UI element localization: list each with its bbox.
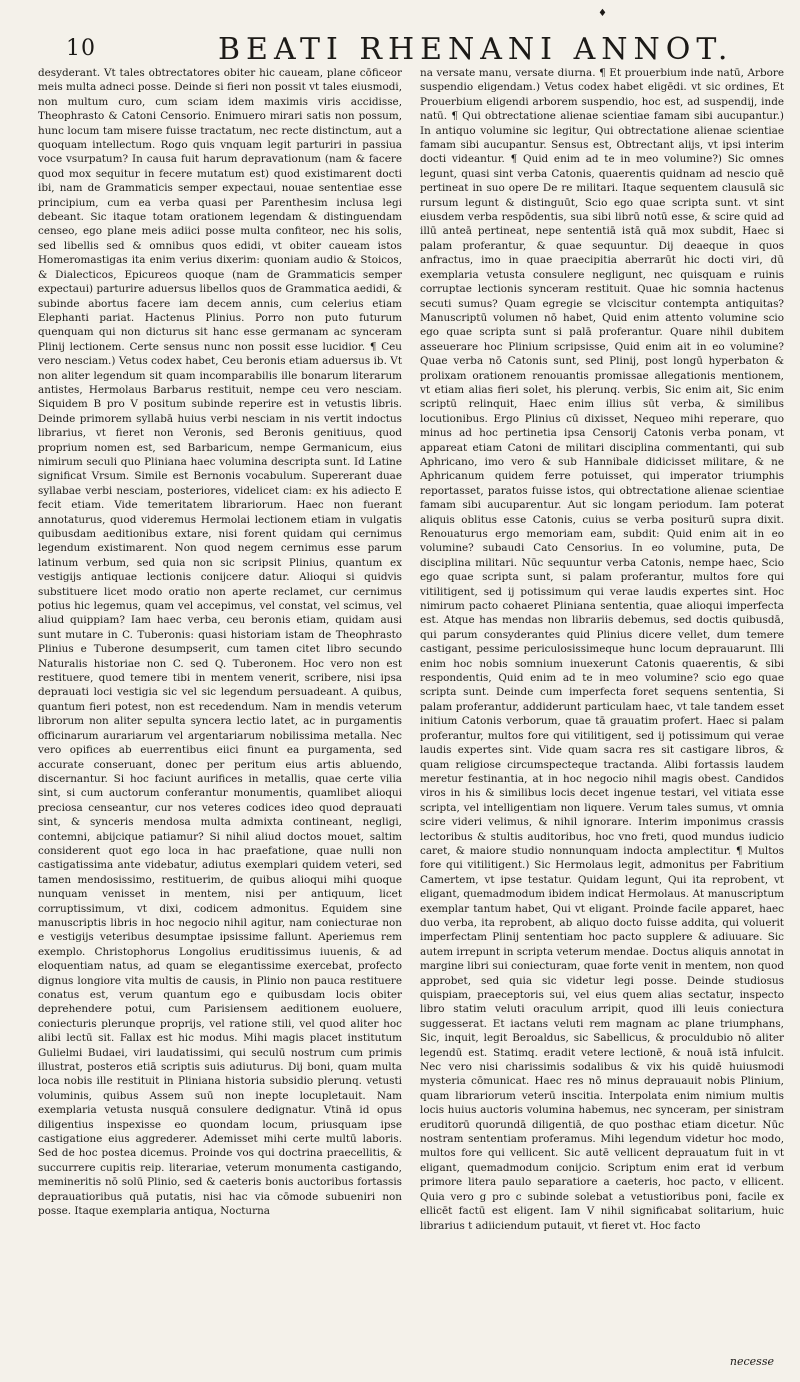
right-column-text: na versate manu, versate diurna. ¶ Et prouerbium inde natū, Arbore suspendio eligendam.) Vetus codex habet eligēdi. vt sic ordines, Et Prouerbium eligendi arborem suspendio, hoc est, ad suspendij, inde natū. ¶ Qui obtrectatione alienae scientiae famam sibi aucupantur.) In antiquo volumine sic legitur, Qui obtrectatione alienae scientiae famam sibi aucupantur. Sensus est, Obtrectant alijs, vt ipsi interim docti videantur. ¶ Quid enim ad te in meo volumine?) Sic omnes legunt, quasi sint verba Catonis, quaerentis quidnam ad nescio quē pertineat in suo opere De re militari. Itaque sequentem clausulā sic rursum legunt & distinguūt, Scio ego quae scripta sunt. vt sint eiusdem verba respōdentis, sua sibi librū notū esse, & scire quid ad illū anteā pertineat, nepe sententiā istā quā mox subdit, Haec si palam proferantur, & quae sequuntur. Dij deaeque in quos anfractus, imo in quae praecipitia aberrarūt hic docti viri, dū exemplaria vetusta consulere negligunt, nec quisquam e ruinis corruptae lectionis synceram restituit. Quae hic somnia hactenus secuti sumus? Quam egregie se vlciscitur contempta antiquitas? Manuscriptū volumen nō habet, Quid enim attento volumine scio ego quae scripta sunt si palā proferantur. Quare nihil dubitem asseuerare hoc Plinium scripsisse, Quid enim ait in eo volumine? Quae verba nō Catonis sunt, sed Plinij, post longū hyperbaton & prolixam orationem renouantis promissae allegationis mentionem, vt etiam alias fieri solet, his plerunq. verbis, Sic enim ait, Sic enim scriptū relinquit, Haec enim illius sūt verba, & similibus locutionibus. Ergo Plinius cū dixisset, Nequeo mihi reperare, quo minus ad hoc pertinetia ipsa Censorij Catonis verba ponam, vt appareat etiam Catoni de militari disciplina commentanti, qui sub Aphricano, imo vero & sub Hannibale didicisset militare, & ne Aphricanum quidem ferre potuisset, qui imperator triumphis reportasset, paratos fuisse istos, qui obtrectatione alienae scientiae famam sibi aucuparentur. Aut sic longam periodum. Iam poterat aliquis oblitus esse Catonis, cuius se verba positurū supra dixit. Renouaturus ergo memoriam eam, subdit: Quid enim ait in eo volumine? subaudi Cato Censorius. In eo volumine, puta, De disciplina militari. Nūc sequuntur verba Catonis, nempe haec, Scio ego quae scripta sunt, si palam proferantur, multos fore qui vitilitigent, sed ij potissimum qui verae laudis expertes sint. Hoc nimirum pacto cohaeret Pliniana sententia, quae alioqui imperfecta est. Atque has mendas non librariis debemus, sed doctis quibusdā, qui parum consyderantes quid Plinius dicere vellet, dum temere castigant, pessime periculosissimeque hunc locum deprauarunt. Illi enim hoc nobis somnium inuexerunt Catonis quaerentis, & sibi respondentis, Quid enim ad te in meo volumine? scio ego quae scripta sunt. Deinde cum imperfecta foret sequens sententia, Si palam proferantur, addiderunt particulam haec, vt tale tandem esset initium Catonis verborum, quae tā grauatim profert. Haec si palam proferantur, multos fore qui vitilitigent, sed ij potissimum qui verae laudis expertes sint. Vide quam sacra res sit castigare libros, & quam religiose circumspecteque tractanda. Alibi fortassis laudem meretur festinantia, at in hoc negocio nihil magis obest. Candidos viros in his & similibus locis decet ingenue testari, vel vitiata esse scripta, vel intelligentiam non liquere. Verum tales sumus, vt omnia scire videri velimus, & nihil ignorare. Interim imponimus crassis lectoribus & stultis auditoribus, hoc vno freti, quod mundus iudicio caret, & maiore studio nonnunquam indocta amplectitur. ¶ Multos fore qui vitilitigent.) Sic Hermolaus legit, admonitus per Fabritium Camertem, vt ipse testatur. Quidam legunt, Qui ita reprobent, vt eligant, quemadmodum ibidem indicat Hermolaus. At manuscriptum exemplar tantum habet, Qui vt eligant. Proinde facile apparet, haec duo verba, ita reprobent, ab aliquo docto fuisse addita, qui voluerit imperfectam Plinij sententiam hoc pacto supplere & adiuuare. Sic autem irrepunt in scripta veterum mendae. Doctus aliquis annotat in margine libri sui coniecturam, quae forte venit in mentem, non quod approbet, sed quia sic videtur legi posse. Deinde studiosus quispiam, praeceptoris sui, vel eius quem alias sectatur, inspecto libro statim veluti oraculum arripit, quod illi leuis coniectura suggesserat. Et iactans veluti rem magnam ac plane triumphans, Sic, inquit, legit Beroaldus, sic Sabellicus, & proculdubio nō aliter legendū est. Statimq. eradit vetere lectionē, & nouā istā infulcit. Nec vero nisi charissimis sodalibus & vix his quidē huiusmodi mysteria cōmunicat. Haec res nō minus deprauauit nobis Plinium, quam librariorum veterū inscitia. Interpolata enim nimium multis locis huius auctoris volumina habemus, nec synceram, per sinistram eruditorū quorundā diligentiā, de quo posthac etiam dicetur. Nūc nostram sententiam proferamus. Mihi legendum videtur hoc modo, multos fore qui vellicent. Sic autē vellicent deprauatum fuit in vt eligant, quemadmodum conijcio. Scriptum enim erat id verbum primore litera paulo separatiore a caeteris, hoc pacto, v ellicent. Quia vero g pro c subinde solebat a vetustioribus poni, facile ex ellicēt factū est eligent. Iam V nihil significabat solitarium, huic librarius t adiiciendum putauit, vt fieret vt. Hoc facto <box>420 67 784 1232</box>
running-head <box>38 8 784 67</box>
page-number: 10 <box>66 36 96 61</box>
catchword: necesse <box>729 1355 774 1368</box>
text-columns <box>38 66 784 1366</box>
left-column <box>38 66 402 1366</box>
right-column <box>420 66 784 1366</box>
ornament-mark: ♦ <box>598 8 607 19</box>
running-title: BEATI RHENANI ANNOT. <box>218 32 734 67</box>
left-column-text: desyderant. Vt tales obtrectatores obiter hic caueam, plane cōficeor meis multa adneci posse. Deinde si fieri non possit vt tales eiusmodi, non multum curo, cum sciam idem maximis viris accidisse, Theophrasto & Catoni Censorio. Enimuero mirari satis non possum, hunc locum tam misere fuisse tractatum, nec recte distinctum, aut a quoquam intellectum. Rogo quis vnquam legit parturiri in passiua voce vsurpatum? In causa fuit harum depravationum (nam & facere quod mox sequitur in fecere mutatum est) quod existimarent docti ibi, nam de Grammaticis semper expectaui, nouae sententiae esse principium, cum ea verba quasi per Parenthesim inclusa legi debeant. Sic itaque totam orationem legendam & distinguendam censeo, ego plane meis adiici posse multa confiteor, nec his solis, sed libellis sed & omnibus quos edidi, vt obiter caueam istos Homeromastigas ita enim verius dixerim: quoniam audio & Stoicos, & Dialecticos, Epicureos quoque (nam de Grammaticis semper expectaui) parturire aduersus libellos quos de Grammatica aedidi, & subinde abortus facere iam decem annis, cum celerius etiam Elephanti pariat. Hactenus Plinius. Porro non puto futurum quenquam qui non dicturus sit hanc esse germanam ac synceram Plinij lectionem. Certe sensus nunc non possit esse lucidior. ¶ Ceu vero nesciam.) Vetus codex habet, Ceu beronis etiam aduersus ib. Vt non aliter legendum sit quam incomparabilis ille bonarum literarum antistes, Hermolaus Barbarus restituit, nempe ceu vero nesciam. Siquidem B pro V positum subinde reperire est in vetustis libris. Deinde primorem syllabā huius verbi nesciam in nis vertit indoctus librarius, vt fieret non Veronis, sed Beronis genitiuus, quod proprium nomen est, sed Barbaricum, nempe Germanicum, eius nimirum seculi quo Pliniana haec volumina descripta sunt. Id Latine significat Vrsum. Simile est Bernonis vocabulum. Supererant duae syllabae verbi nesciam, posteriores, videlicet ciam: ex his adiecto E fecit etiam. Vide temeritatem librariorum. Haec non fuerant annotaturus, quod videremus Hermolai lectionem etiam in vulgatis quibusdam aeditionibus extare, nisi forent quidam qui cernimus legendum existimarent. Non quod negem cernimus esse parum latinum verbum, sed quia non sic scripsit Plinius, quantum ex vestigijs antiquae lectionis conijcere datur. Alioqui si quidvis substituere licet modo oratio non aperte reclamet, cur cernimus potius hic legemus, quam vel accepimus, vel constat, vel scimus, vel aliud quippiam? Iam haec verba, ceu beronis etiam, quidam ausi sunt mutare in C. Tuberonis: quasi historiam istam de Theophrasto Plinius e Tuberone desumpserit, cum tamen citet libro secundo Naturalis historiae non C. sed Q. Tuberonem. Hoc vero non est restituere, quod temere tibi in mentem venerit, scribere, nisi ipsa deprauati loci vestigia sic vel sic legendum persuadeant. A quibus, quantum fieri potest, non est recedendum. Nam in mendis veterum librorum non aliter sepulta syncera lectio latet, ac in purgamentis officinarum aurariarum vel argentariarum nobilissima metalla. Nec vero opifices ab euerrentibus eiici finunt ea purgamenta, sed accurate conseruant, donec per peritum eius artis abluendo, discernantur. Si hoc faciunt aurifices in metallis, quae certe vilia sint, si cum auctorum conferantur monumentis, quamlibet alioqui preciosa censeantur, cur nos veteres codices ideo quod deprauati sint, & synceris mendosa multa admixta contineant, negligi, contemni, abijcique patiamur? Si nihil aliud doctos mouet, saltim considerent quot ego loca in hac praefatione, quae nulli non castigatissima ante videbatur, adiutus exemplari quidem veteri, sed tamen mendosissimo, restituerim, de quibus alioqui mihi quoque nunquam venisset in mentem, nisi per antiquum, licet corruptissimum, vt dixi, codicem admonitus. Equidem sine manuscriptis libris in hoc negocio nihil agitur, nam coniecturae non e vestigijs veteribus desumptae ipsissime fallunt. Aperiemus rem exemplo. Christophorus Longolius eruditissimus iuuenis, & ad eloquentiam natus, ad quam se elegantissime exercebat, profecto dignus longiore vita multis de causis, in Plinio non pauca restituere conatus est, verum quantum ego e quibusdam locis obiter deprehendere potui, cum Parisiensem aeditionem euoluere, coniecturis plerunque proprijs, vel ratione stili, vel quod aliter hoc alibi lectū sit. Fallax est hic modus. Mihi magis placet institutum Gulielmi Budaei, viri laudatissimi, qui seculū nostrum cum primis illustrat, posteros etiā scriptis suis adiuturus. Dij boni, quam multa loca nobis ille restituit in Pliniana historia subsidio plerunq. vetusti voluminis, quibus Assem suū non inepte locupletauit. Nam exemplaria vetusta nusquā consulere dedignatur. Vtinā id opus diligentius inspexisse eo quondam locum, priusquam ipse castigatione eius aggrederer. Ademisset mihi certe multū laboris. Sed de hoc postea dicemus. Proinde vos qui doctrina praecellitis, & succurrere cupitis reip. literariae, veterum monumenta castigando, memineritis nō solū Plinio, sed & caeteris bonis auctoribus fortassis deprauatioribus quā putatis, nisi hac via cōmode subueniri non posse. Itaque exemplaria antiqua, Nocturna <box>38 67 402 1218</box>
